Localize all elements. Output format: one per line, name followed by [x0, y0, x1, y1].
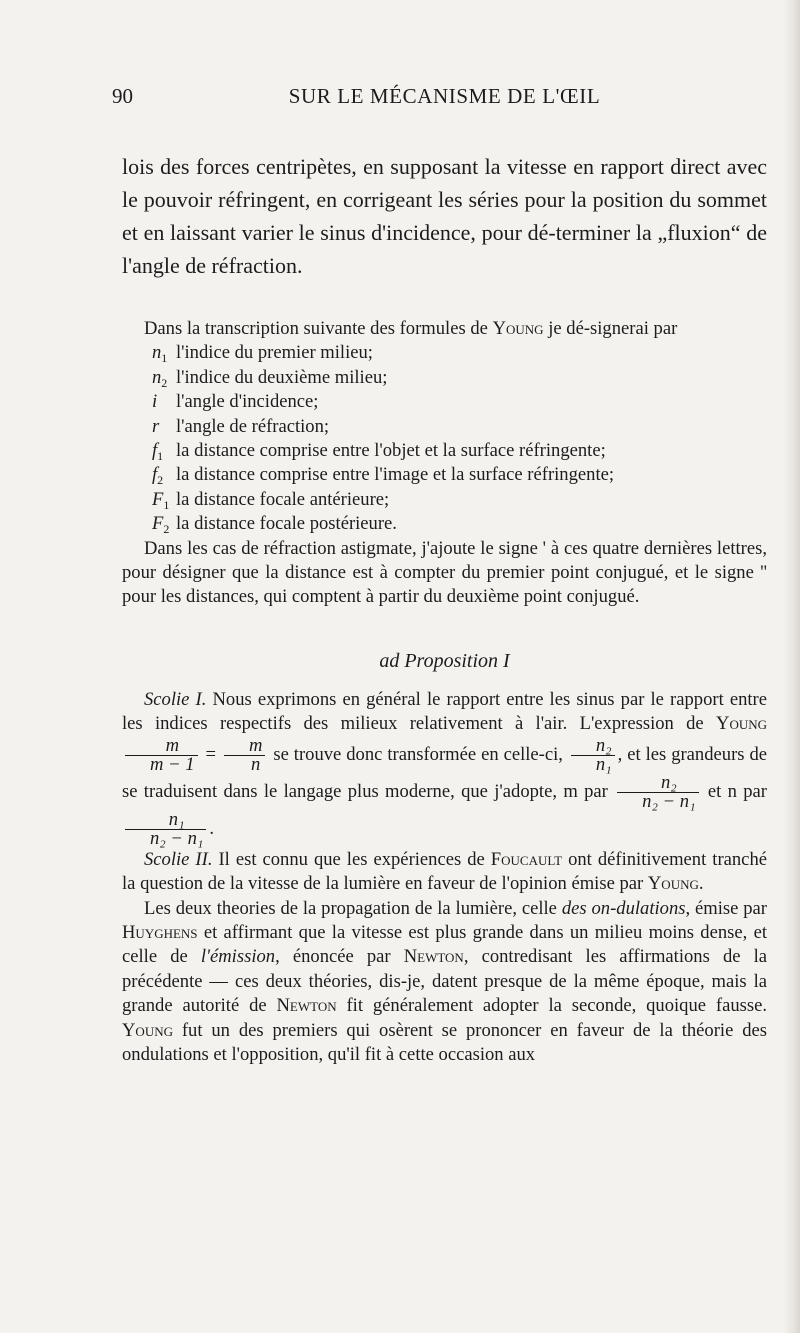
symbol: $f_2$ [152, 464, 164, 488]
author-huyghens: Huyghens [122, 922, 198, 944]
definition-item [122, 512, 767, 536]
scolie-1-text-c: , et les grandeurs de [617, 743, 767, 765]
definition-text: la distance comprise entre l'objet et la surface réfringente; [176, 440, 606, 462]
definition-text: l'angle de réfraction; [176, 415, 330, 437]
symbol: i [152, 391, 158, 413]
m-par: m par [563, 780, 608, 802]
definition-text: l'indice du premier milieu; [176, 342, 373, 364]
scolie-block [122, 688, 767, 1067]
scolie-2-label: Scolie II. [144, 848, 213, 870]
definition-item [122, 390, 767, 414]
scolie-1 [122, 688, 767, 848]
symbol: $F_2$ [152, 513, 170, 537]
author-young: Young [122, 1019, 173, 1041]
notation-lead [122, 317, 767, 341]
notation-lead-b: je dé-signerai par [548, 318, 678, 339]
symbol: $n_2$ [152, 366, 168, 390]
definition-text: l'angle d'incidence; [176, 391, 319, 413]
author-young: Young [647, 873, 699, 895]
scolie-1-text-d: se traduisent dans le langage plus moderne, que j'adopte, [122, 780, 557, 802]
notation-block [122, 317, 767, 610]
intro-paragraph [122, 150, 767, 282]
author-foucault: Foucault [490, 848, 563, 870]
term-ondulations: des on-dulations [561, 897, 686, 919]
definition-item [122, 463, 767, 487]
author-newton: Newton [403, 946, 464, 968]
equation-m-definition: $\frac{\text{n₂}}{\text{n₂ − n₁}}$ [617, 774, 698, 811]
definition-item [122, 366, 767, 390]
author-young: Young [716, 713, 768, 735]
author-young: Young [492, 318, 544, 339]
scolie-1-label: Scolie I. [144, 689, 207, 710]
scolie-2: Scolie II. Il est connu que les expériences de Foucault ont définitivement tranché la question de la vitesse de la lumière en faveur de l'opinion émise par Young. [122, 848, 767, 895]
term-emission: l'émission [200, 946, 276, 968]
symbol: $f_1$ [152, 440, 164, 464]
definition-text: l'indice du deuxième milieu; [176, 366, 388, 388]
page-edge-shadow [784, 0, 800, 1333]
scolie-1-text-a: Nous exprimons en général le rapport entre les sinus par le rapport entre les indices respectifs des milieux relativement à l'air. L'expression de [122, 689, 767, 735]
page-number: 90 [112, 84, 133, 108]
symbol: $F_1$ [152, 488, 170, 512]
notation-lead-a: Dans la transcription suivante des formules de [144, 318, 488, 339]
running-title: SUR LE MÉCANISME DE L'ŒIL [288, 84, 601, 108]
definition-text: la distance focale postérieure. [176, 513, 397, 535]
definition-item [122, 415, 767, 439]
section-title: ad Proposition I [379, 650, 510, 672]
author-newton: Newton [276, 995, 337, 1017]
definition-item [122, 488, 767, 512]
equation-n-definition: $\frac{\text{n₁}}{\text{n₂ − n₁}}$ [125, 811, 206, 848]
equation-m-over-m-minus-1: $\frac{m}{m - 1}$ [125, 737, 198, 774]
definition-text: la distance comprise entre l'image et la surface réfringente; [176, 464, 615, 486]
et-n-par: et n par [707, 780, 767, 802]
astigmatism-note: Dans les cas de réfraction astigmate, j'ajoute le signe ' à ces quatre dernières lettres, pour désigner que la distance est à compter du premier point conjugué, et le signe '' pour les distances, qui comptent à partir du deuxième point conjugué. [122, 537, 767, 608]
scolie-2-continued: Les deux theories de la propagation de la lumière, celle des on-dulations, émise par Huyghens et affirmant que la vitesse est plus grande dans un milieu moins dense, et celle de l'émission, énoncée par Newton, contredisant les affirmations de la précédente — ces deux théories, dis-je, datent presque de la même époque, mais la grande autorité de Newton fit généralement adopter la seconde, quoique fausse. Young fut un des premiers qui osèrent se prononcer en faveur de la théorie des ondulations et l'opposition, qu'il fit à cette occasion aux [122, 897, 768, 1066]
symbol: $n_1$ [152, 342, 168, 366]
equation-m-over-n: $\frac{m}{n}$ [224, 737, 265, 774]
definition-text: la distance focale antérieure; [176, 488, 390, 510]
running-header [112, 84, 767, 114]
equation-n2-over-n1: $\frac{\text{n₂}}{\text{n₁}}$ [571, 737, 615, 774]
symbol: r [152, 415, 160, 437]
definition-item [122, 341, 767, 365]
equals-sign: = [205, 743, 217, 765]
definition-item [122, 439, 767, 463]
intro-text: lois des forces centripètes, en supposant la vitesse en rapport direct avec le pouvoir réfringent, en corrigeant les séries pour la position du sommet et en laissant varier le sinus d'incidence, pour dé-terminer la „fluxion“ de l'angle de réfraction. [122, 154, 767, 278]
symbol-definitions [122, 341, 767, 536]
scolie-1-text-b: se trouve donc transformée en celle-ci, [273, 743, 563, 765]
period: . [209, 817, 215, 839]
